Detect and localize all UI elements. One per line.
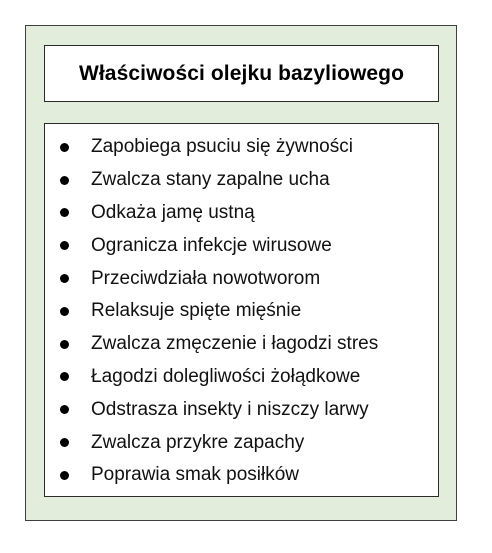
list-item-text: Ogranicza infekcje wirusowe [91,234,332,256]
list-item-text: Poprawia smak posiłków [91,464,300,486]
bullet-icon [60,274,69,283]
list-item-text: Przeciwdziała nowotworom [91,267,321,289]
list-item-text: Zapobiega psuciu się żywności [91,136,353,158]
list-item [45,361,438,394]
bullet-icon [60,438,69,447]
bullet-icon [60,405,69,414]
bullet-icon [60,471,69,480]
list-item-text: Zwalcza zmęczenie i łagodzi stres [91,333,379,355]
properties-panel [25,25,457,521]
list-item-text: Relaksuje spięte mięśnie [91,300,302,322]
bullet-icon [60,208,69,217]
list-item-text: Odstrasza insekty i niszczy larwy [91,398,369,420]
properties-list [45,131,438,492]
bullet-icon [60,143,69,152]
bullet-icon [60,372,69,381]
list-item [45,426,438,459]
list-item-text: Łagodzi dolegliwości żołądkowe [91,365,361,387]
page-title: Właściwości olejku bazyliowego [78,61,405,85]
bullet-icon [60,340,69,349]
bullet-icon [60,176,69,185]
bullet-icon [60,241,69,250]
list-item [45,229,438,262]
properties-list-box [44,123,439,497]
list-item [45,295,438,328]
list-item [45,131,438,164]
list-item-text: Odkaża jamę ustną [91,201,255,223]
list-item [45,459,438,492]
list-item [45,164,438,197]
list-item-text: Zwalcza przykre zapachy [91,431,305,453]
list-item [45,197,438,230]
list-item [45,328,438,361]
list-item [45,262,438,295]
list-item-text: Zwalcza stany zapalne ucha [91,169,330,191]
title-box [44,45,439,102]
bullet-icon [60,307,69,316]
list-item [45,393,438,426]
